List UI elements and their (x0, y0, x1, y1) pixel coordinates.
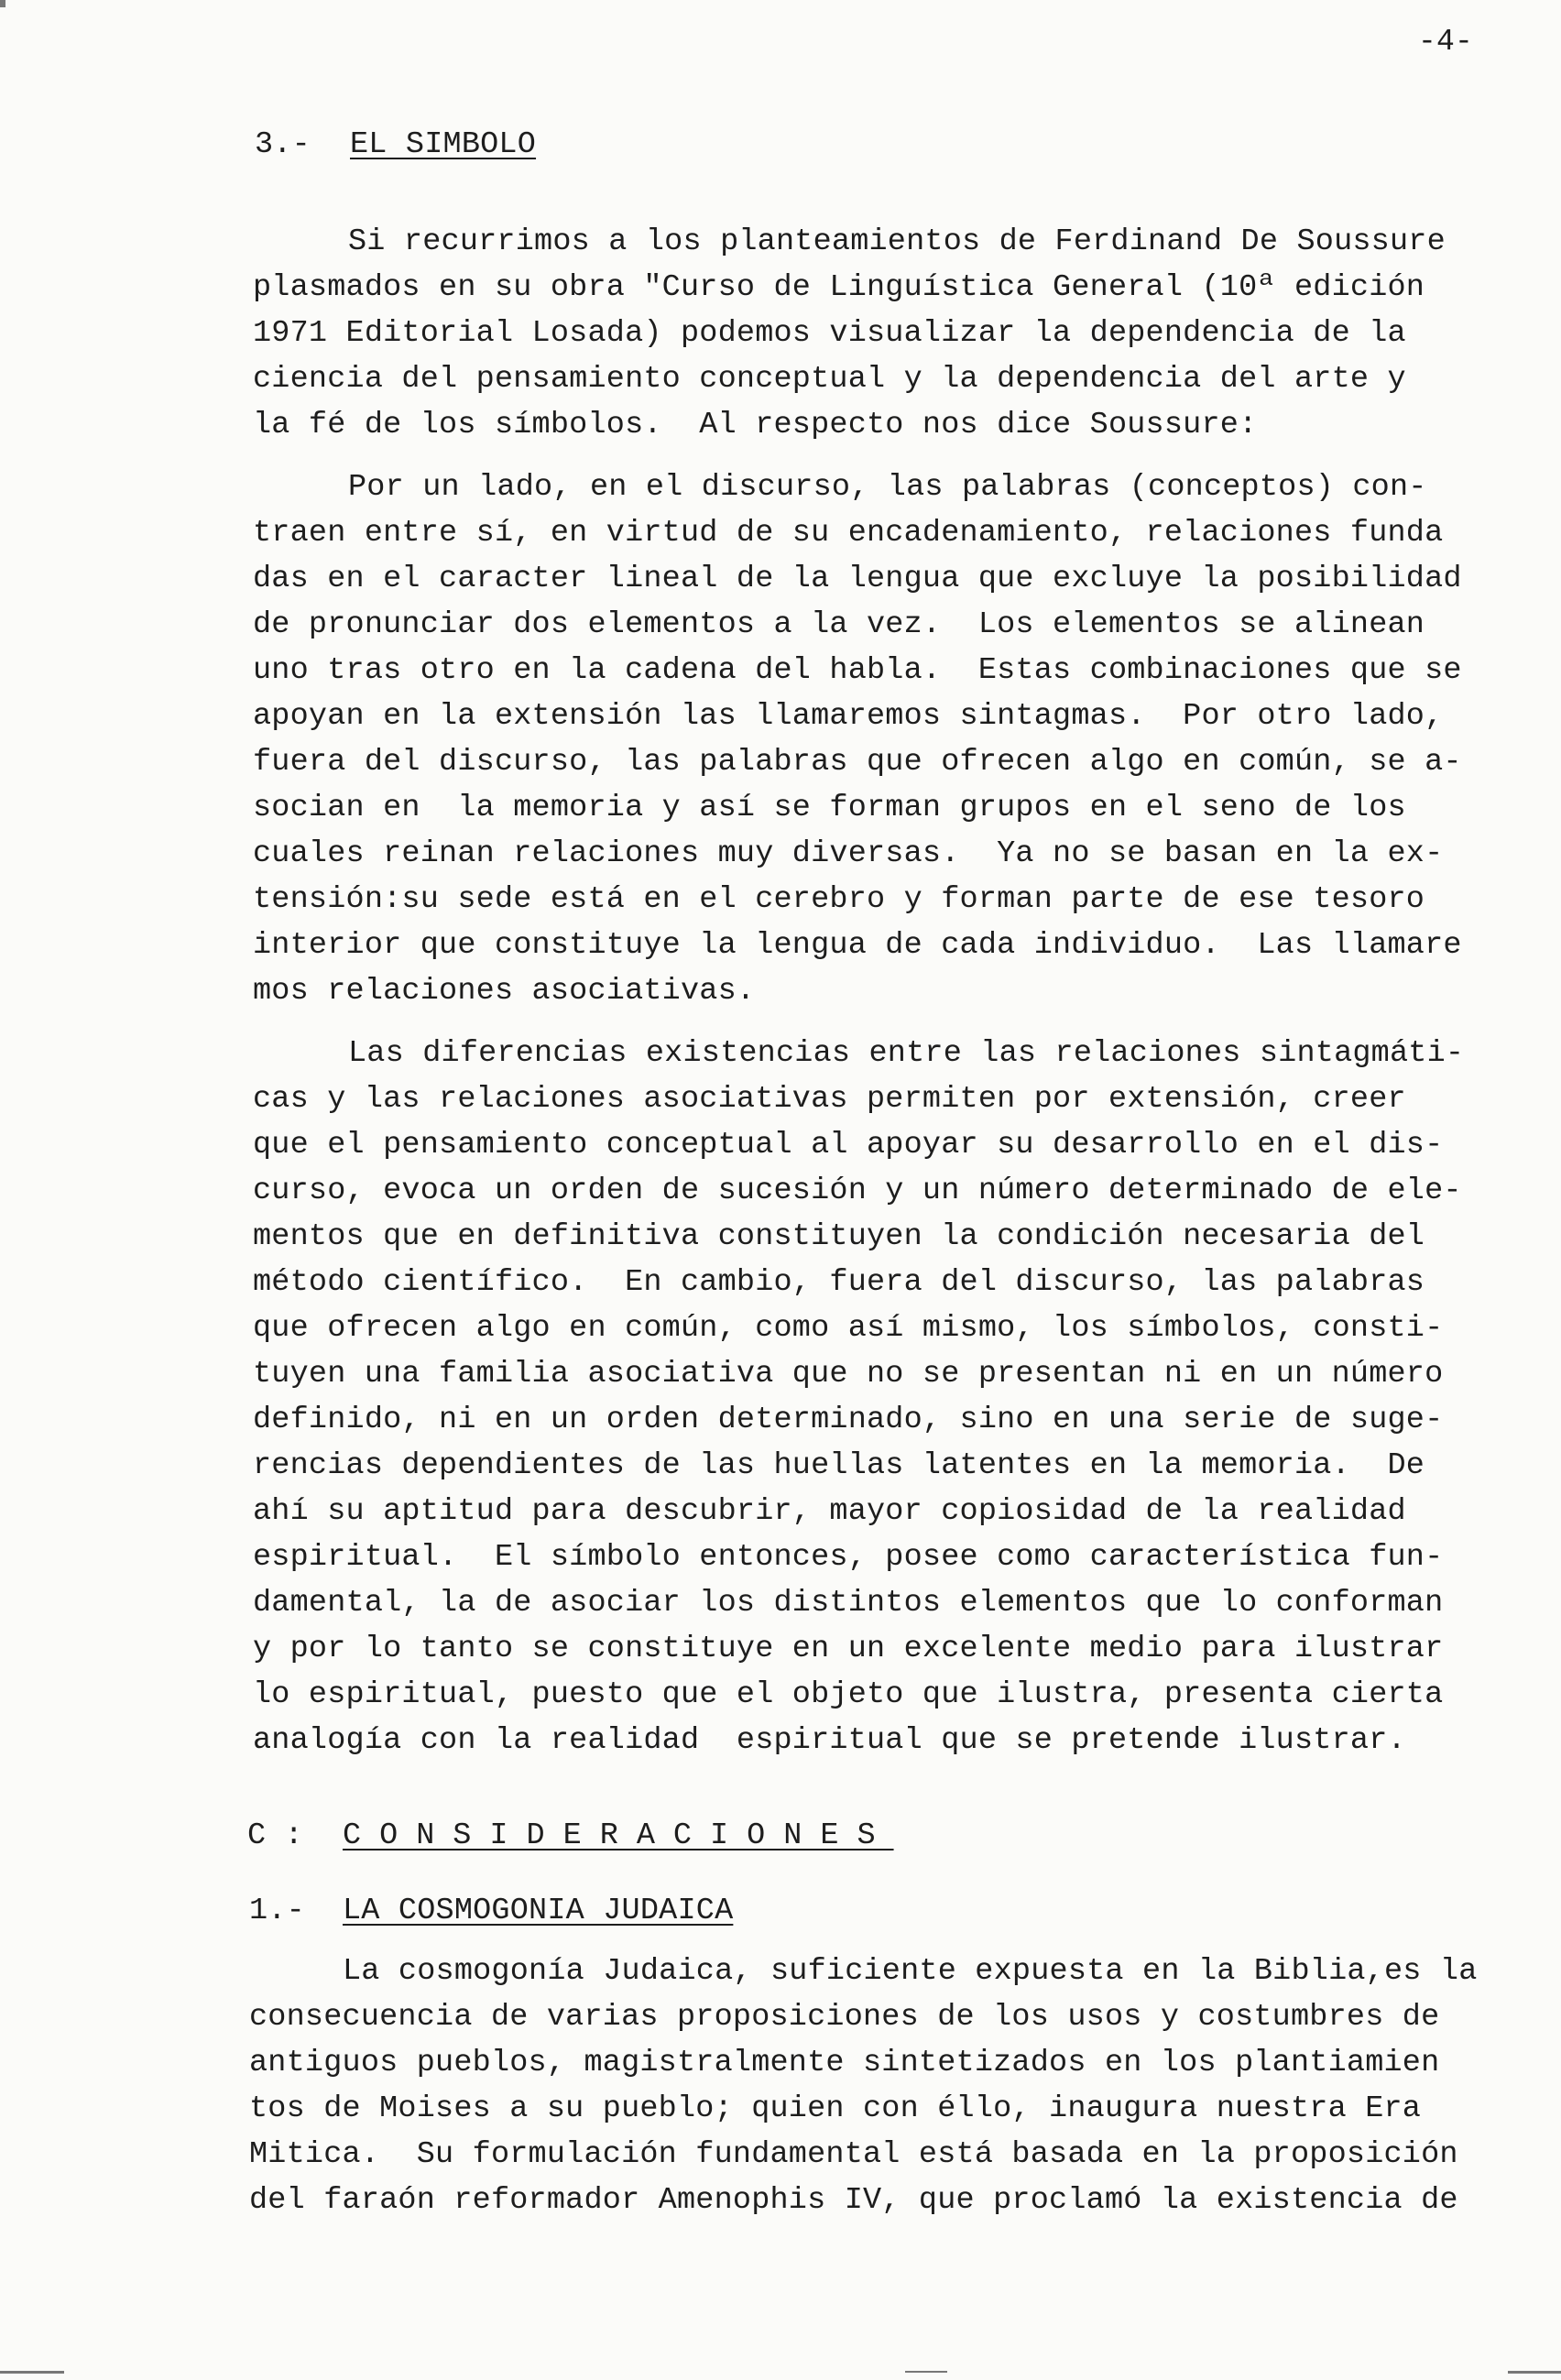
paragraph-line: tos de Moises a su pueblo; quien con éllo, inaugura nuestra Era (249, 2091, 1422, 2126)
paragraph-line: 1971 Editorial Losada) podemos visualizar la dependencia de la (253, 316, 1406, 351)
paragraph-line: cas y las relaciones asociativas permiten por extensión, creer (253, 1082, 1406, 1117)
paragraph-line: la fé de los símbolos. Al respecto nos dice Soussure: (253, 408, 1258, 442)
quote-line: apoyan en la extensión las llamaremos sintagmas. Por otro lado, (253, 699, 1444, 734)
section-letter: C : (247, 1818, 303, 1853)
scan-mark (0, 2371, 64, 2374)
paragraph-line: y por lo tanto se constituye en un excelente medio para ilustrar (253, 1632, 1444, 1666)
paragraph-line: curso, evoca un orden de sucesión y un número determinado de ele- (253, 1174, 1462, 1208)
section-heading: LA COSMOGONIA JUDAICA (343, 1894, 734, 1928)
paragraph-line: plasmados en su obra "Curso de Linguística General (10ª edición (253, 270, 1425, 305)
paragraph-line: ahí su aptitud para descubrir, mayor copiosidad de la realidad (253, 1494, 1406, 1529)
paragraph-line: tuyen una familia asociativa que no se presentan ni en un número (253, 1357, 1444, 1392)
paragraph-line: método científico. En cambio, fuera del discurso, las palabras (253, 1265, 1425, 1300)
paragraph-line: lo espiritual, puesto que el objeto que ilustra, presenta cierta (253, 1677, 1444, 1712)
paragraph-line: damental, la de asociar los distintos elementos que lo conforman (253, 1586, 1444, 1621)
quote-line: de pronunciar dos elementos a la vez. Los elementos se alinean (253, 607, 1425, 642)
section-number: 1.- (249, 1894, 305, 1928)
paragraph-line: Las diferencias existencias entre las relaciones sintagmáti- (348, 1036, 1465, 1071)
paragraph-line: consecuencia de varias proposiciones de los usos y costumbres de (249, 2000, 1440, 2035)
section-heading: CONSIDERACIONES (343, 1818, 894, 1853)
scan-mark (1508, 2371, 1561, 2374)
paragraph-line: que el pensamiento conceptual al apoyar su desarrollo en el dis- (253, 1128, 1444, 1163)
paragraph-line: del faraón reformador Amenophis IV, que proclamó la existencia de (249, 2183, 1458, 2218)
paragraph-line: Si recurrimos a los planteamientos de Ferdinand De Soussure (348, 224, 1446, 259)
paragraph-line: Mitica. Su formulación fundamental está basada en la proposición (249, 2137, 1458, 2172)
quote-line: tensión:su sede está en el cerebro y forman parte de ese tesoro (253, 882, 1425, 917)
quote-line: fuera del discurso, las palabras que ofrecen algo en común, se a- (253, 745, 1462, 780)
paragraph-line: antiguos pueblos, magistralmente sintetizados en los plantiamien (249, 2046, 1440, 2080)
quote-line: mos relaciones asociativas. (253, 974, 756, 1009)
paragraph-line: La cosmogonía Judaica, suficiente expuesta en la Biblia,es la (343, 1954, 1478, 1989)
paragraph-line: mentos que en definitiva constituyen la condición necesaria del (253, 1219, 1425, 1254)
quote-line: cuales reinan relaciones muy diversas. Ya no se basan en la ex- (253, 836, 1444, 871)
paragraph-line: espiritual. El símbolo entonces, posee como característica fun- (253, 1540, 1444, 1575)
scan-mark (0, 0, 5, 7)
paragraph-line: ciencia del pensamiento conceptual y la dependencia del arte y (253, 362, 1406, 397)
paragraph-line: analogía con la realidad espiritual que se pretende ilustrar. (253, 1723, 1406, 1758)
quote-line: Por un lado, en el discurso, las palabras (conceptos) con- (348, 470, 1427, 505)
quote-line: das en el caracter lineal de la lengua que excluye la posibilidad (253, 562, 1462, 596)
scan-mark (905, 2371, 947, 2373)
quote-line: traen entre sí, en virtud de su encadenamiento, relaciones funda (253, 516, 1444, 551)
page-number: -4- (1418, 25, 1474, 59)
quote-line: uno tras otro en la cadena del habla. Estas combinaciones que se (253, 653, 1462, 688)
section-number: 3.- (255, 127, 311, 162)
paragraph-line: definido, ni en un orden determinado, sino en una serie de suge- (253, 1403, 1444, 1437)
quote-line: interior que constituye la lengua de cada individuo. Las llamare (253, 928, 1462, 963)
paragraph-line: rencias dependientes de las huellas latentes en la memoria. De (253, 1448, 1425, 1483)
paragraph-line: que ofrecen algo en común, como así mismo, los símbolos, consti- (253, 1311, 1444, 1346)
section-heading: EL SIMBOLO (350, 127, 537, 162)
quote-line: socian en la memoria y así se forman grupos en el seno de los (253, 791, 1406, 825)
